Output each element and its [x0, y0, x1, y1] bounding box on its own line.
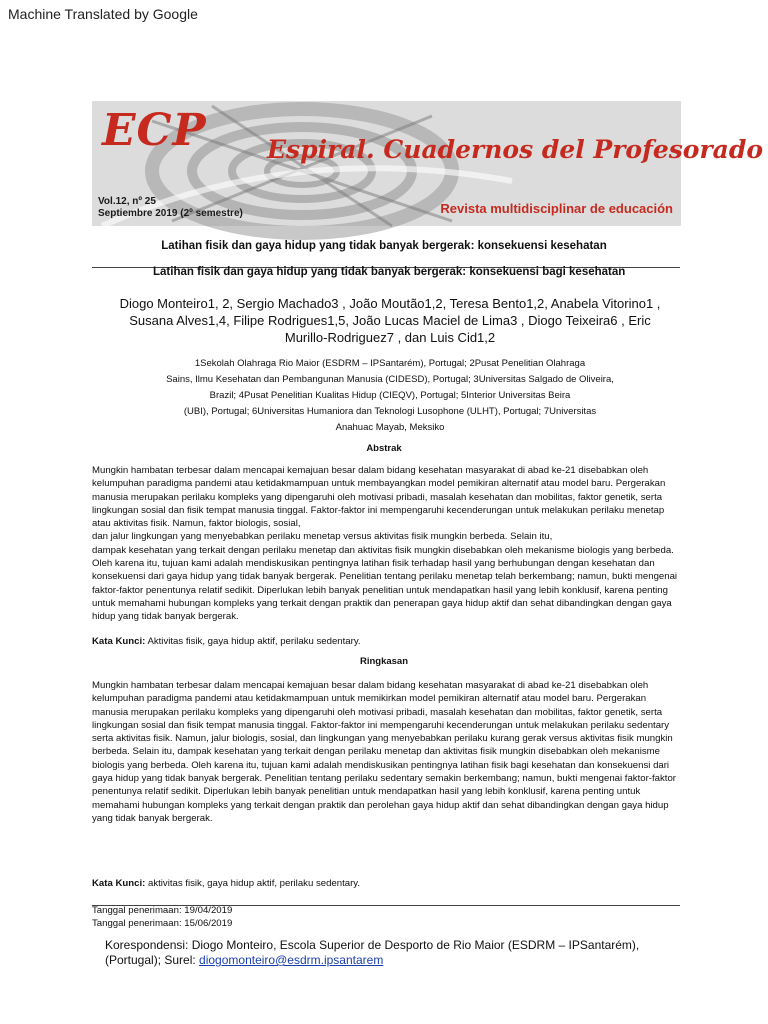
affiliation-line: Anahuac Mayab, Meksiko [335, 422, 445, 433]
author-line: Murillo-Rodriguez7 , dan Luis Cid1,2 [284, 330, 496, 345]
abstract-body [92, 464, 684, 624]
machine-translated-label: Machine Translated by Google [8, 6, 198, 22]
issue-date: Septiembre 2019 (2º semestre) [98, 208, 243, 219]
affiliation-line: Sains, Ilmu Kesehatan dan Pembangunan Manusia (CIDESD), Portugal; 3Universitas Salgado de Oliveira, [166, 374, 614, 385]
journal-title: Espiral. Cuadernos del Profesorado [267, 135, 764, 164]
keywords-label: Kata Kunci: [92, 636, 146, 647]
correspondence [105, 938, 665, 968]
accepted-date: Tanggal penerimaan: 15/06/2019 [92, 918, 233, 929]
affiliation-line: (UBI), Portugal; 6Universitas Humaniora dan Teknologi Lusophone (ULHT), Portugal; 7Universitas [183, 406, 597, 417]
article-title-2: Latihan fisik dan gaya hidup yang tidak banyak bergerak: konsekuensi bagi kesehatan [153, 266, 626, 278]
volume-number: Vol.12, nº 25 [98, 196, 156, 207]
volume-info [98, 196, 243, 220]
received-date: Tanggal penerimaan: 19/04/2019 [92, 905, 233, 916]
email-link[interactable]: diogomonteiro@esdrm.ipsantarem [199, 953, 384, 967]
abstract-heading: Abstrak [366, 443, 402, 454]
correspondence-text: Korespondensi: Diogo Monteiro, Escola Superior de Desporto de Rio Maior (ESDRM – IPSantarém), (Portugal); Surel: [105, 938, 640, 967]
author-line: Diogo Monteiro1, 2, Sergio Machado3 , João Moutão1,2, Teresa Bento1,2, Anabela Vitorino1 , [119, 296, 661, 311]
abstract-keywords [92, 636, 361, 647]
dates-block [92, 904, 232, 930]
summary-body [92, 679, 684, 825]
journal-subtitle: Revista multidisciplinar de educación [440, 201, 673, 216]
summary-keywords [92, 878, 360, 889]
summary-paragraph: Mungkin hambatan terbesar dalam mencapai kemajuan besar dalam bidang kesehatan masyarakat di abad ke-21 disebabkan oleh kelumpuhan paradigma pandemi atau ketidakmampuan untuk memikirkan model pemikiran alternatif atau model baru. Pergerakan manusia merupakan perilaku kompleks yang dipengaruhi oleh motivasi pribadi, masalah kesehatan dan mobilitas, faktor genetik, serta lingkungan sosial dan fisik tempat manusia tinggal. Faktor-faktor ini mempengaruhi kecenderungan untuk melakukan perilaku sedentary serta aktivitas fisik. Namun, jalur biologis, sosial, dan lingkungan yang menyebabkan perilaku kurang gerak versus aktivitas fisik mungkin berbeda. Selain itu, dampak kesehatan yang terkait dengan perilaku menetap dan aktivitas fisik mungkin disebabkan oleh mekanisme biologis yang berbeda. Oleh karena itu, tujuan kami adalah mendiskusikan pentingnya latihan fisik bagi kesehatan dan konsekuensi dari gaya hidup yang tidak banyak bergerak. Penelitian tentang perilaku sedentary semakin berkembang; namun, bukti mengenai faktor-faktor penentunya relatif sedikit. Diperlukan lebih banyak penelitian untuk mendapatkan hasil yang lebih konklusif, karena penting untuk memahami hubungan kompleks yang terkait dengan praktik dan perolehan gaya hidup aktif dan sehat dibandingkan dengan gaya hidup yang tidak banyak bergerak. [92, 680, 676, 824]
abstract-paragraph: dampak kesehatan yang terkait dengan perilaku menetap dan aktivitas fisik mungkin disebabkan oleh mekanisme biologis yang berbeda. Oleh karena itu, tujuan kami adalah mendiskusikan pentingnya latihan fisik terhadap hasil yang berhubungan dengan kesehatan dan konsekuensi dari gaya hidup yang tidak banyak bergerak. Penelitian tentang perilaku menetap telah berkembang; namun, bukti mengenai faktor-faktor penentunya relatif sedikit. Diperlukan lebih banyak penelitian untuk mendapatkan hasil yang lebih konklusif, karena penting untuk memahami hubungan kompleks yang terkait dengan praktik dan penerapan gaya hidup aktif dan sehat dibandingkan dengan gaya hidup yang tidak banyak bergerak. [92, 544, 678, 623]
article-title-1: Latihan fisik dan gaya hidup yang tidak banyak bergerak: konsekuensi kesehatan [161, 240, 607, 252]
keywords-label: Kata Kunci: [92, 878, 146, 889]
ecp-logo: ECP [102, 105, 207, 156]
author-line: Susana Alves1,4, Filipe Rodrigues1,5, João Lucas Maciel de Lima3 , Diogo Teixeira6 , Eric [129, 313, 651, 328]
journal-banner [92, 101, 764, 226]
affiliation-line: 1Sekolah Olahraga Rio Maior (ESDRM – IPSantarém), Portugal; 2Pusat Penelitian Olahraga [194, 358, 586, 369]
summary-heading: Ringkasan [359, 656, 409, 667]
keywords-text: Aktivitas fisik, gaya hidup aktif, perilaku sedentary. [145, 636, 361, 647]
affiliation-line: Brazil; 4Pusat Penelitian Kualitas Hidup (CIEQV), Portugal; 5Interior Universitas Beira [209, 390, 571, 401]
author-list [95, 295, 685, 346]
abstract-paragraph: dan jalur lingkungan yang menyebabkan perilaku menetap versus aktivitas fisik mungkin berbeda. Selain itu, [92, 531, 553, 543]
abstract-paragraph: Mungkin hambatan terbesar dalam mencapai kemajuan besar dalam bidang kesehatan masyarakat di abad ke-21 disebabkan oleh kelumpuhan paradigma pandemi atau ketidakmampuan untuk membayangkan model pemikiran alternatif atau model baru. Pergerakan manusia merupakan perilaku kompleks yang dipengaruhi oleh motivasi pribadi, masalah kesehatan dan mobilitas, faktor genetik, serta lingkungan sosial dan fisik tempat manusia tinggal. Faktor-faktor ini mempengaruhi kecenderungan untuk melakukan perilaku menetap atau aktivitas fisik. Namun, faktor biologis, sosial, [92, 465, 666, 530]
affiliations [90, 356, 690, 436]
keywords-text: aktivitas fisik, gaya hidup aktif, perilaku sedentary. [145, 878, 361, 889]
